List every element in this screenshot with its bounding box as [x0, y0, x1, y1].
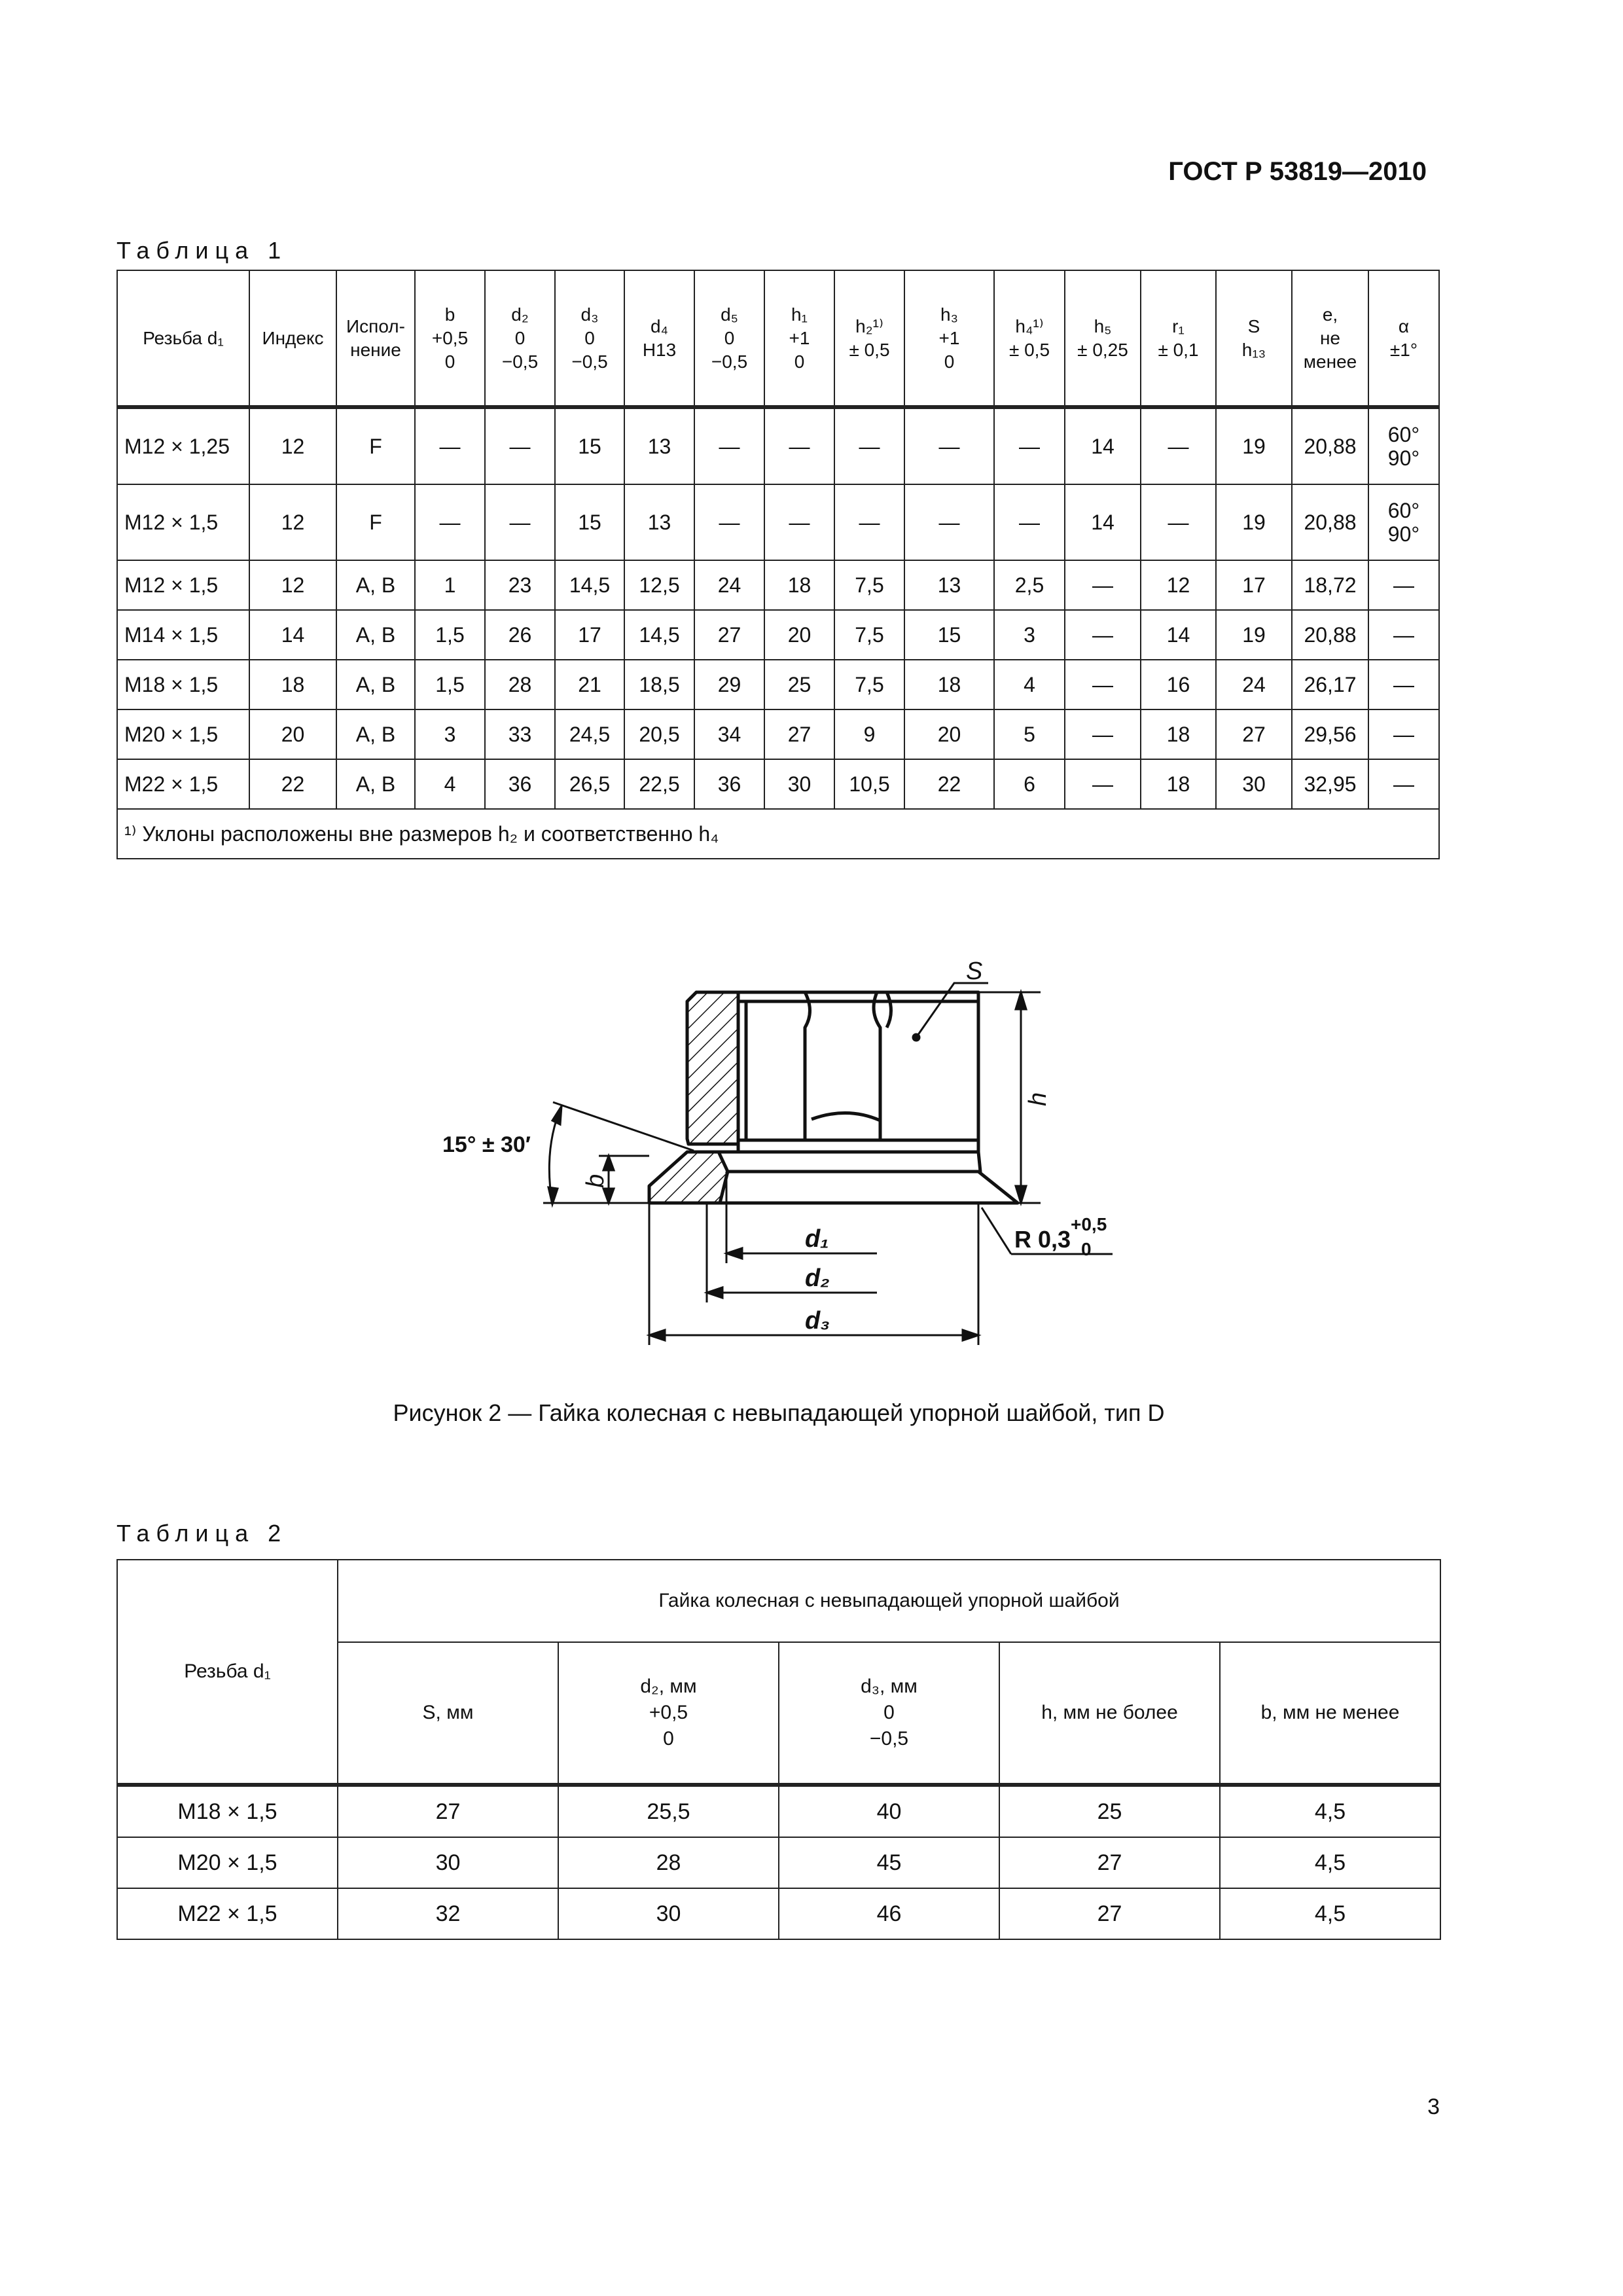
table1-column-header	[834, 270, 904, 407]
header-line: 0	[944, 351, 955, 372]
header-line: h₅	[1094, 315, 1112, 336]
table1-cell: 20	[249, 709, 336, 759]
header-line: Индекс	[262, 327, 324, 348]
table1-cell: —	[485, 484, 555, 560]
table2-cell: 4,5	[1220, 1837, 1440, 1888]
table1-cell: —	[1065, 660, 1141, 709]
header-line: 0	[584, 327, 595, 348]
header-line: +1	[789, 327, 810, 348]
header-line: h, мм не более	[1041, 1702, 1178, 1723]
header-line: −0,5	[711, 351, 748, 372]
table1-column-header	[249, 270, 336, 407]
table2-cell: 40	[779, 1785, 999, 1837]
table1-cell: —	[834, 407, 904, 484]
table1-cell: 3	[994, 610, 1065, 660]
table1-cell: 14,5	[624, 610, 694, 660]
label-b: b	[582, 1174, 609, 1188]
table1-cell: 20,88	[1292, 610, 1368, 660]
cell-line: 60°	[1387, 499, 1420, 522]
label-s: S	[966, 958, 983, 985]
table1-cell: 20	[904, 709, 994, 759]
table1-cell	[1368, 484, 1439, 560]
table1-cell: M20 × 1,5	[117, 709, 249, 759]
table1-cell: 12	[249, 407, 336, 484]
header-line: менее	[1303, 351, 1357, 372]
table1-cell: 27	[1216, 709, 1292, 759]
figure-wheel-nut-drawing	[419, 942, 1152, 1374]
header-line: 0	[724, 327, 735, 348]
header-line: нение	[350, 339, 401, 360]
table2-cell: 46	[779, 1888, 999, 1939]
header-line: d₅	[721, 304, 738, 325]
table1-cell: 15	[904, 610, 994, 660]
table1-cell: 34	[694, 709, 764, 759]
table1-cell: 24,5	[555, 709, 624, 759]
table1-column-header	[1216, 270, 1292, 407]
table1-cell: A, B	[336, 610, 415, 660]
table1-cell: 12	[249, 484, 336, 560]
table2-cell: 25	[999, 1785, 1220, 1837]
table1-cell: A, B	[336, 560, 415, 610]
table1-cell: —	[834, 484, 904, 560]
table1-column-header	[555, 270, 624, 407]
table1-cell: 18,5	[624, 660, 694, 709]
table2-cell: 4,5	[1220, 1888, 1440, 1939]
table1-cell: —	[485, 407, 555, 484]
table1-cell: 23	[485, 560, 555, 610]
table2-row	[117, 1837, 1440, 1888]
table1-cell: 2,5	[994, 560, 1065, 610]
table2-column-header	[338, 1642, 558, 1785]
table2-caption: Таблица 2	[116, 1520, 288, 1547]
table1-footnote: ¹⁾ Уклоны расположены вне размеров h₂ и соответственно h₄	[117, 809, 1439, 859]
table1-row	[117, 759, 1439, 809]
table1-column-header	[764, 270, 834, 407]
cell-line: 60°	[1387, 423, 1420, 446]
table2-column-header	[779, 1642, 999, 1785]
table1-cell: 26	[485, 610, 555, 660]
table1-cell: 18	[249, 660, 336, 709]
table1-column-header	[694, 270, 764, 407]
table1-cell: 25	[764, 660, 834, 709]
table1-cell: 14	[1065, 484, 1141, 560]
header-line: ± 0,5	[1008, 339, 1050, 360]
table1-cell: 20,5	[624, 709, 694, 759]
table1-cell: 36	[694, 759, 764, 809]
table1-cell: M22 × 1,5	[117, 759, 249, 809]
table1-row	[117, 407, 1439, 484]
table1-cell: —	[764, 484, 834, 560]
table1-cell: 20	[764, 610, 834, 660]
table1-cell: 1,5	[415, 610, 485, 660]
table1-cell: 27	[694, 610, 764, 660]
table1-cell: 29	[694, 660, 764, 709]
table1-cell: 4	[415, 759, 485, 809]
washer-section-hatch	[649, 1152, 728, 1203]
header-line: h₄¹⁾	[1015, 315, 1044, 336]
header-line: h₁	[791, 304, 808, 325]
table1-cell: 15	[555, 407, 624, 484]
label-d2: d₂	[805, 1265, 830, 1292]
header-line: −0,5	[869, 1728, 909, 1749]
table1-cell: 7,5	[834, 610, 904, 660]
header-line: Испол-	[346, 315, 405, 336]
header-line: h₂¹⁾	[855, 315, 883, 336]
table1-column-header	[1368, 270, 1439, 407]
table1-cell: 26,5	[555, 759, 624, 809]
table1-cell	[1368, 407, 1439, 484]
header-line: r₁	[1172, 315, 1185, 336]
table1-cell: 14	[1065, 407, 1141, 484]
table1-cell: 18,72	[1292, 560, 1368, 610]
table1-column-header	[994, 270, 1065, 407]
table1-cell: 30	[764, 759, 834, 809]
table1-cell: M12 × 1,5	[117, 484, 249, 560]
table1-cell: 1,5	[415, 660, 485, 709]
table1-cell: —	[1368, 759, 1439, 809]
table1-column-header	[415, 270, 485, 407]
table2-cell: M22 × 1,5	[117, 1888, 338, 1939]
header-line: +0,5	[649, 1702, 688, 1723]
header-line: не	[1319, 327, 1341, 348]
table1-cell: 21	[555, 660, 624, 709]
table1-cell: —	[904, 484, 994, 560]
table1-cell: M14 × 1,5	[117, 610, 249, 660]
table1-cell: 13	[624, 484, 694, 560]
table1-column-header	[624, 270, 694, 407]
header-line: 0	[794, 351, 805, 372]
table1-cell: 36	[485, 759, 555, 809]
table1-cell: 14,5	[555, 560, 624, 610]
header-line: d₃, мм	[861, 1676, 918, 1697]
table2-cell: M20 × 1,5	[117, 1837, 338, 1888]
table1-cell: 6	[994, 759, 1065, 809]
table1-cell: 18	[764, 560, 834, 610]
table1-cell: 14	[1141, 610, 1216, 660]
label-d3: d₃	[805, 1307, 830, 1335]
table1-cell: —	[764, 407, 834, 484]
table1-cell: —	[994, 407, 1065, 484]
table1-row	[117, 560, 1439, 610]
table2-column-header	[558, 1642, 779, 1785]
table1-cell: 24	[1216, 660, 1292, 709]
table1-cell: 20,88	[1292, 407, 1368, 484]
table1-column-header	[904, 270, 994, 407]
table1-cell: —	[904, 407, 994, 484]
nut-section-hatch	[687, 992, 738, 1144]
table1-cell: 28	[485, 660, 555, 709]
table1-header-row	[117, 270, 1439, 407]
table1-cell: 4	[994, 660, 1065, 709]
table1-cell: 18	[904, 660, 994, 709]
table1-cell: 7,5	[834, 560, 904, 610]
table1-row	[117, 660, 1439, 709]
header-line: ± 0,5	[849, 339, 890, 360]
table1-cell: F	[336, 484, 415, 560]
table1-row	[117, 709, 1439, 759]
header-line: d₄	[650, 315, 668, 336]
header-line: h₃	[940, 304, 958, 325]
table1-cell: 33	[485, 709, 555, 759]
table1-cell: 18	[1141, 759, 1216, 809]
header-line: d₂, мм	[640, 1676, 697, 1697]
page-number: 3	[1427, 2094, 1440, 2119]
table1-cell: F	[336, 407, 415, 484]
table2-cell: 32	[338, 1888, 558, 1939]
table2-cell: 30	[558, 1888, 779, 1939]
table1-cell: M18 × 1,5	[117, 660, 249, 709]
table1-cell: —	[1368, 610, 1439, 660]
table1-cell: —	[1368, 660, 1439, 709]
table2-row-header: Резьба d₁	[117, 1560, 338, 1785]
table1-cell: 22,5	[624, 759, 694, 809]
table1-cell: 3	[415, 709, 485, 759]
label-d1: d₁	[805, 1225, 829, 1253]
table1-cell: —	[1368, 709, 1439, 759]
washer-profile	[707, 1172, 1018, 1203]
table1-cell: 22	[904, 759, 994, 809]
nut-hex-profile	[738, 992, 978, 1140]
table1-column-header	[336, 270, 415, 407]
table1-cell: 13	[904, 560, 994, 610]
table1	[116, 270, 1440, 859]
table1-cell: —	[1065, 709, 1141, 759]
table1-column-header	[485, 270, 555, 407]
table2-cell: M18 × 1,5	[117, 1785, 338, 1837]
table1-row	[117, 610, 1439, 660]
label-radius-lower: 0	[1081, 1239, 1092, 1259]
table1-cell: 30	[1216, 759, 1292, 809]
table2-row	[117, 1888, 1440, 1939]
figure-caption: Рисунок 2 — Гайка колесная с невыпадающей упорной шайбой, тип D	[393, 1399, 1165, 1426]
header-line: 0	[514, 327, 526, 348]
header-line: ± 0,1	[1158, 339, 1199, 360]
header-line: d₃	[580, 304, 599, 325]
table1-cell: 1	[415, 560, 485, 610]
header-line: h₁₃	[1241, 339, 1266, 360]
table1-column-header	[1065, 270, 1141, 407]
table2-cell: 25,5	[558, 1785, 779, 1837]
table1-cell: 19	[1216, 610, 1292, 660]
table2-cell: 28	[558, 1837, 779, 1888]
table1-cell: 17	[555, 610, 624, 660]
document-code: ГОСТ Р 53819—2010	[1168, 157, 1427, 186]
table2-cell: 27	[999, 1888, 1220, 1939]
table2-cell: 27	[999, 1837, 1220, 1888]
label-h: h	[1024, 1092, 1052, 1106]
header-line: α	[1398, 315, 1410, 336]
table1-cell: A, B	[336, 709, 415, 759]
header-line: +0,5	[431, 327, 469, 348]
table1-cell: 9	[834, 709, 904, 759]
cell-line: 90°	[1387, 446, 1420, 470]
table2-group-header: Гайка колесная с невыпадающей упорной шайбой	[338, 1560, 1440, 1642]
table1-cell: 29,56	[1292, 709, 1368, 759]
table1-cell: M12 × 1,25	[117, 407, 249, 484]
table1-cell: 24	[694, 560, 764, 610]
table1-cell: —	[694, 407, 764, 484]
header-line: S	[1247, 315, 1260, 336]
header-line: ± 0,25	[1077, 339, 1128, 360]
table1-cell: M12 × 1,5	[117, 560, 249, 610]
table1-column-header	[1141, 270, 1216, 407]
table1-column-header	[117, 270, 249, 407]
table1-cell: A, B	[336, 759, 415, 809]
table1-cell: 18	[1141, 709, 1216, 759]
table1-column-header	[1292, 270, 1368, 407]
table1-cell: 20,88	[1292, 484, 1368, 560]
table1-cell: A, B	[336, 660, 415, 709]
table2-column-header	[1220, 1642, 1440, 1785]
table1-cell: —	[415, 484, 485, 560]
table1-cell: 15	[555, 484, 624, 560]
table1-row	[117, 484, 1439, 560]
table1-cell: —	[415, 407, 485, 484]
header-line: −0,5	[571, 351, 608, 372]
table2-row	[117, 1785, 1440, 1837]
header-line: H13	[642, 339, 677, 360]
table2-cell: 4,5	[1220, 1785, 1440, 1837]
table1-cell: —	[1141, 407, 1216, 484]
header-line: −0,5	[501, 351, 539, 372]
table2-column-header	[999, 1642, 1220, 1785]
header-line: 0	[444, 351, 455, 372]
table1-cell: —	[1141, 484, 1216, 560]
header-line: 0	[663, 1728, 674, 1749]
table1-cell: 5	[994, 709, 1065, 759]
header-line: b, мм не менее	[1260, 1702, 1400, 1723]
table1-cell: 26,17	[1292, 660, 1368, 709]
table1-cell: 10,5	[834, 759, 904, 809]
table1-cell: 14	[249, 610, 336, 660]
table1-cell: —	[1065, 610, 1141, 660]
table1-cell: 17	[1216, 560, 1292, 610]
table2-cell: 45	[779, 1837, 999, 1888]
table2-cell: 30	[338, 1837, 558, 1888]
table1-caption: Таблица 1	[116, 237, 288, 264]
cell-line: 90°	[1387, 522, 1420, 546]
header-line: b	[444, 304, 455, 325]
table1-cell: 12	[1141, 560, 1216, 610]
table1-cell: 22	[249, 759, 336, 809]
header-line: e,	[1322, 304, 1338, 325]
table1-cell: 32,95	[1292, 759, 1368, 809]
header-line: +1	[938, 327, 960, 348]
table1-cell: 16	[1141, 660, 1216, 709]
table1-cell: —	[994, 484, 1065, 560]
table2-cell: 27	[338, 1785, 558, 1837]
header-line: d₂	[511, 304, 529, 325]
table1-cell: —	[1065, 560, 1141, 610]
table1-cell: 12	[249, 560, 336, 610]
header-line: ±1°	[1389, 339, 1418, 360]
table1-cell: 19	[1216, 407, 1292, 484]
label-angle: 15° ± 30′	[442, 1132, 531, 1157]
table1-cell: 27	[764, 709, 834, 759]
table1-cell: 19	[1216, 484, 1292, 560]
table1-cell: —	[694, 484, 764, 560]
label-radius-upper: +0,5	[1071, 1214, 1107, 1234]
table1-cell: —	[1368, 560, 1439, 610]
header-line: S, мм	[422, 1702, 474, 1723]
header-line: Резьба d₁	[143, 327, 224, 348]
table1-cell: 7,5	[834, 660, 904, 709]
table2	[116, 1559, 1441, 1940]
label-radius: R 0,3	[1014, 1226, 1071, 1253]
table1-cell: 12,5	[624, 560, 694, 610]
table1-cell: 13	[624, 407, 694, 484]
table1-cell: —	[1065, 759, 1141, 809]
header-line: 0	[883, 1702, 895, 1723]
